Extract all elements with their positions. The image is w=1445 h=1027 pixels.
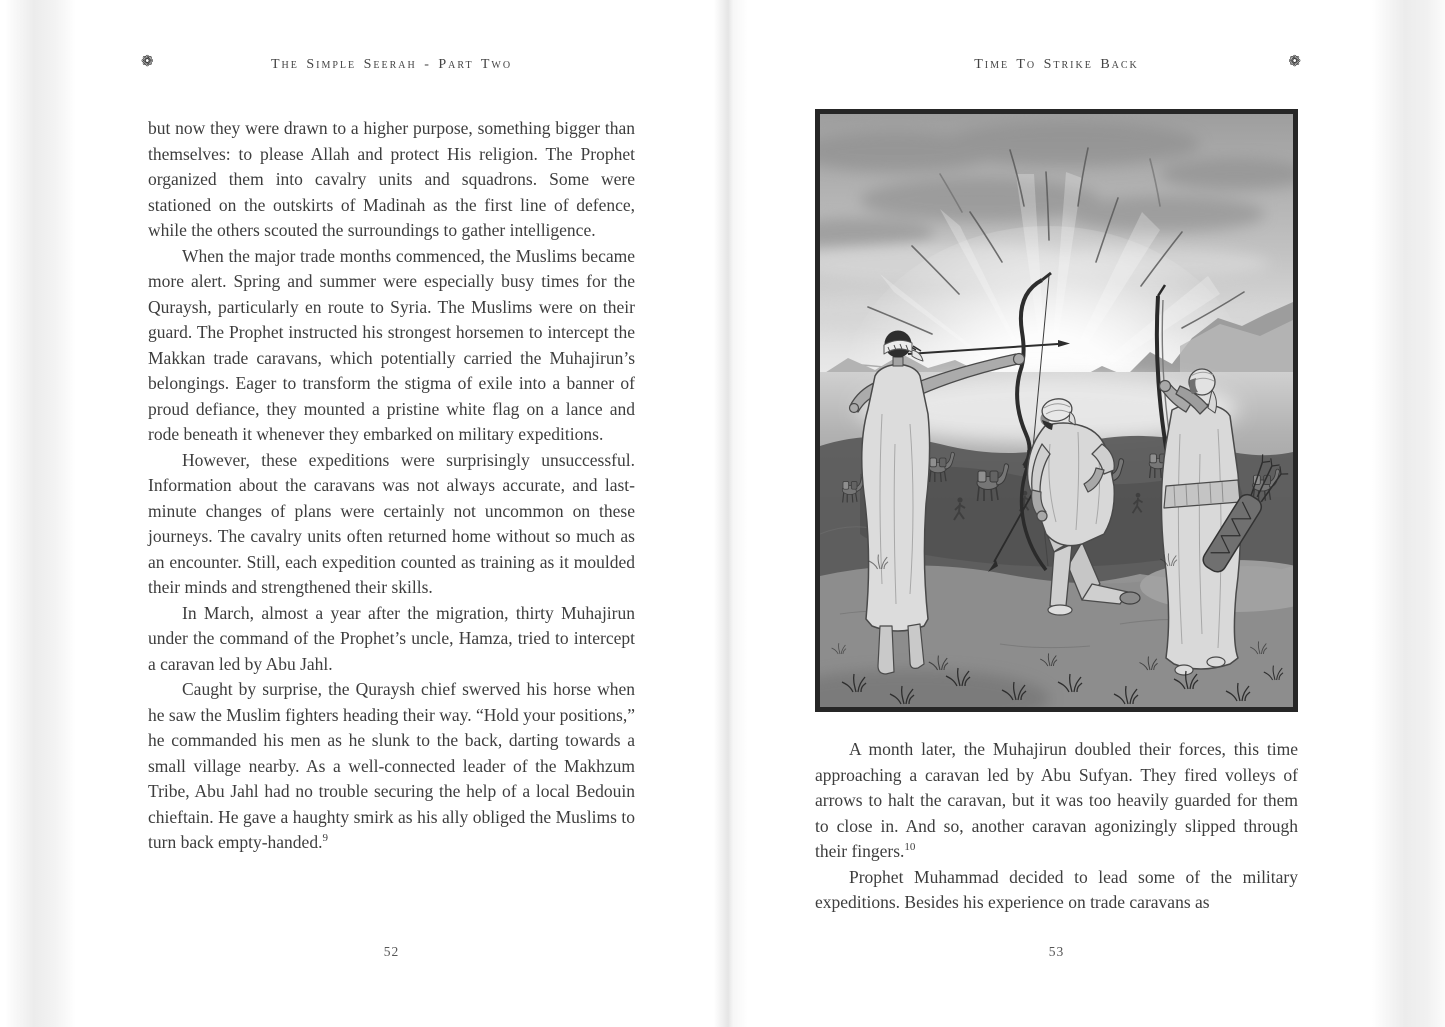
footnote-marker: 9 — [322, 832, 328, 845]
paragraph-text: However, these expeditions were surprisingly unsuccessful. Information about the caravans was not always accurate, and last-minute changes of plans were certainly not uncommon on these journeys. The cavalry units often returned home without so much as an encounter. Still, each expedition counted as training as it moulded their minds and strengthened their skills. — [148, 449, 635, 597]
illustration-archers-caravan — [820, 114, 1293, 707]
right-body-text — [815, 737, 1298, 916]
right-page-number: 53 — [1048, 944, 1065, 959]
paragraph-text: When the major trade months commenced, the Muslims became more alert. Spring and summer were especially busy times for the Quraysh, particularly en route to Syria. The Muslims were on their guard. The Prophet instructed his strongest horsemen to intercept the Makkan trade caravans, which potentially carried the Muhajirun’s belongings. Eager to transform the stigma of exile into a banner of proud defiance, they mounted a pristine white flag on a lance and rode beneath it whenever they embarked on military expeditions. — [148, 245, 635, 444]
rosette-ornament-icon: ❁ — [141, 54, 154, 70]
foot-sole — [1120, 592, 1140, 604]
left-page-number: 52 — [383, 944, 400, 959]
paragraph — [148, 677, 635, 856]
paragraph — [148, 601, 635, 678]
paragraph-text: A month later, the Muhajirun doubled their forces, this time approaching a caravan led by Abu Sufyan. They fired volleys of arrows to halt the caravan, but it was too heavily guarded for them to close in. And so, another caravan agonizingly slipped through their fingers. — [815, 739, 1298, 861]
right-running-title: Time To Strike Back — [974, 57, 1139, 72]
rosette-ornament-icon: ❁ — [1288, 54, 1301, 70]
paragraph — [148, 448, 635, 601]
left-running-title: The Simple Seerah - Part Two — [270, 57, 513, 72]
paragraph-text: but now they were drawn to a higher purpose, something bigger than themselves: to please Allah and protect His religion. The Prophet organized them into cavalry units and squadrons. Some were stationed on the outskirts of Madinah as the first line of defence, while the others scouted the surroundings to gather intelligence. — [148, 118, 635, 240]
paragraph — [815, 737, 1298, 865]
illustration-frame — [815, 109, 1298, 712]
left-page — [75, 0, 722, 1027]
right-running-head — [815, 54, 1301, 79]
paragraph — [148, 116, 635, 244]
paragraph — [148, 244, 635, 448]
page-edge-right — [1372, 0, 1445, 1027]
paragraph-text: Prophet Muhammad decided to lead some of the military expeditions. Besides his experience on trade caravans as — [815, 866, 1298, 912]
left-running-head — [141, 54, 635, 79]
right-page — [722, 0, 1373, 1027]
left-body-text — [148, 116, 635, 856]
paragraph-text: In March, almost a year after the migration, thirty Muhajirun under the command of the Prophet’s uncle, Hamza, tried to intercept a caravan led by Abu Jahl. — [148, 602, 635, 674]
paragraph-text: Caught by surprise, the Quraysh chief swerved his horse when he saw the Muslim fighters heading their way. “Hold your positions,” he commanded his men as he slunk to the back, darting towards a small village nearby. As a well-connected leader of the Makhzum Tribe, Abu Jahl had no trouble securing the help of a local Bedouin chieftain. He gave a haughty smirk as his ally obliged the Muslims to turn back empty-handed. — [148, 679, 635, 852]
page-edge-left — [6, 0, 76, 1027]
paragraph — [815, 865, 1298, 916]
footnote-marker: 10 — [904, 841, 916, 854]
